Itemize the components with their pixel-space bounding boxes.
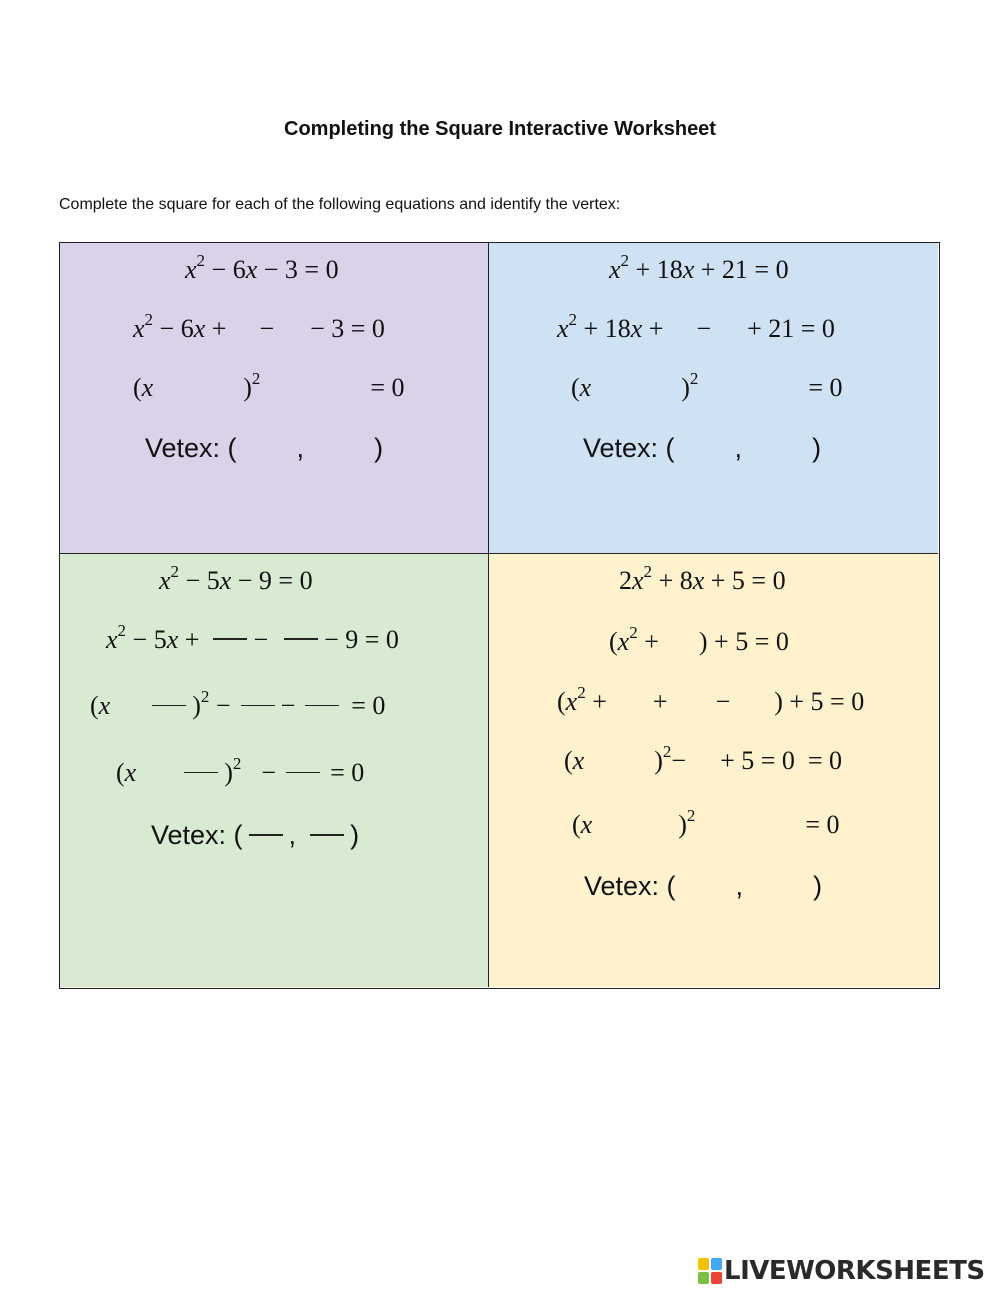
fraction-blank (213, 638, 247, 640)
problem-grid (59, 242, 940, 989)
problem-1-step-1: $x^2 - 6x$ + − − 3 = 0 (133, 310, 385, 343)
fraction-blank (284, 638, 318, 640)
problem-1-equation: $x^2 - 6x - 3 = 0$ (185, 251, 339, 284)
fraction-blank (305, 705, 339, 706)
problem-2-step-2: (x )$^2$ = 0 (571, 369, 843, 402)
problem-4-equation: $2x^2 + 8x + 5 = 0$ (619, 562, 786, 595)
fraction-blank (310, 834, 344, 836)
problem-3-cell (60, 554, 489, 987)
problem-1-cell (60, 243, 489, 554)
fraction-blank (184, 772, 218, 773)
fraction-blank (152, 705, 186, 706)
problem-4-step-4: (x )$^2$ = 0 (572, 806, 840, 839)
problem-2-step-1: $x^2 + 18x$ + − + 21 = 0 (557, 310, 835, 343)
problem-4-step-1: ($x^2$ + ) + 5 = 0 (609, 623, 789, 656)
worksheet-title: Completing the Square Interactive Worksheet (284, 118, 716, 140)
fraction-blank (286, 772, 320, 773)
fraction-blank (249, 834, 283, 836)
brand-name: LIVEWORKSHEETS (724, 1256, 985, 1286)
problem-2-vertex: Vetex: ( , ) (583, 433, 822, 463)
problem-3-vertex: Vetex: ( , ) (151, 820, 360, 850)
problem-3-step-1: $x^2 - 5x$ + − − 9 = 0 (106, 621, 399, 654)
problem-4-cell (489, 554, 938, 987)
liveworksheets-logo-icon (698, 1258, 722, 1284)
problem-3-step-2: (x )$^2$ − − = 0 (90, 687, 386, 720)
problem-3-step-3: (x )$^2$ − = 0 (116, 754, 365, 787)
problem-4-vertex: Vetex: ( , ) (584, 871, 823, 901)
problem-1-vertex: Vetex: ( , ) (145, 433, 384, 463)
problem-4-step-2: ($x^2$ + + − ) + 5 = 0 (557, 683, 865, 716)
instructions-text: Complete the square for each of the following equations and identify the vertex: (59, 196, 621, 213)
problem-3-equation: $x^2 - 5x - 9 = 0$ (159, 562, 313, 595)
fraction-blank (241, 705, 275, 706)
problem-2-equation: $x^2 + 18x + 21 = 0$ (609, 251, 789, 284)
problem-4-step-3: (x )$^2$− + 5 = 0 = 0 (564, 742, 843, 775)
problem-2-cell (489, 243, 938, 554)
liveworksheets-logo (698, 1256, 985, 1286)
problem-1-step-2: (x )$^2$ = 0 (133, 369, 405, 402)
